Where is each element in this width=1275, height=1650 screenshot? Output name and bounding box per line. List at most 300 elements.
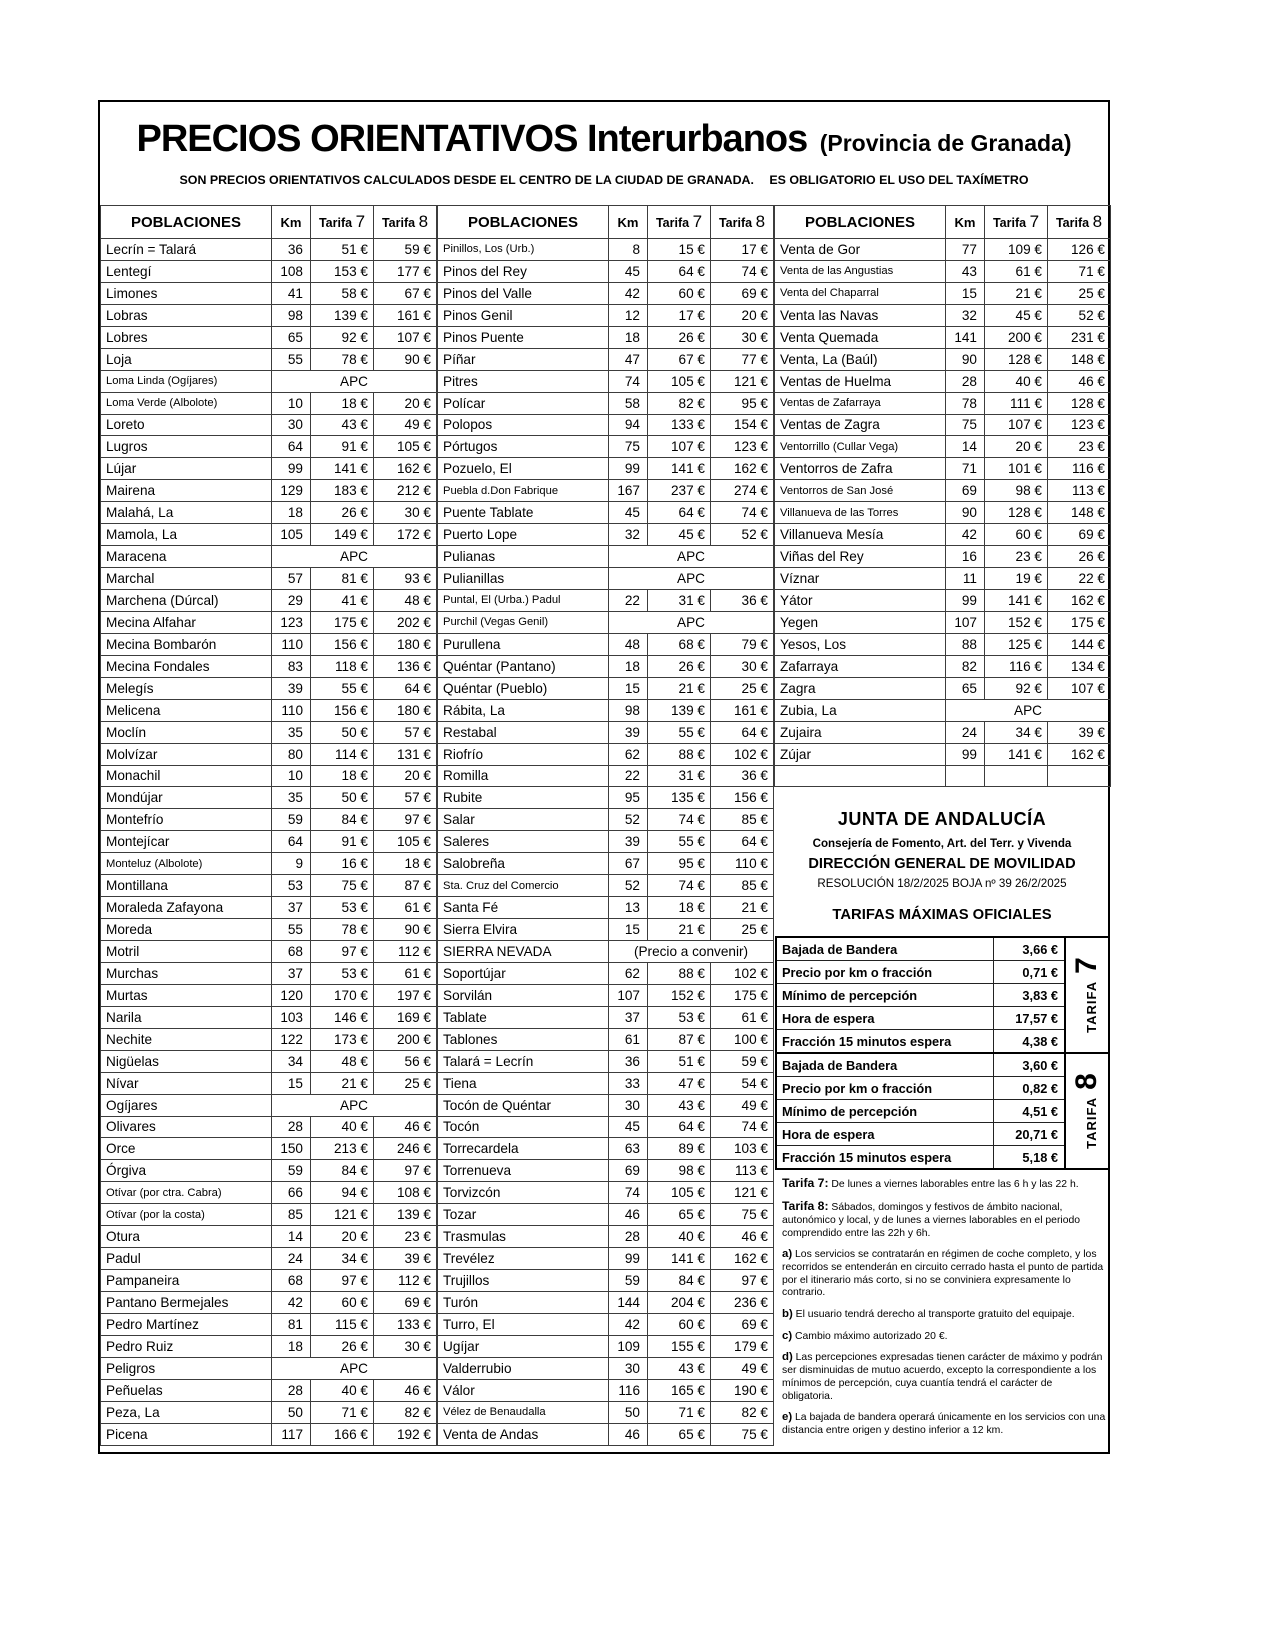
price-table-group-3-wrapper xyxy=(774,205,1110,1452)
tarifa-concept-cell: Mínimo de percepción xyxy=(776,1100,993,1123)
km-cell: 29 xyxy=(272,590,311,612)
tarifa7-cell: 166 € xyxy=(311,1423,374,1445)
tarifa7-cell: 31 € xyxy=(648,590,711,612)
km-cell: 8 xyxy=(609,239,648,261)
tarifa8-cell: 46 € xyxy=(1048,370,1111,392)
km-cell xyxy=(946,765,985,787)
tarifa7-cell: 105 € xyxy=(648,370,711,392)
official-tarifas-heading: TARIFAS MÁXIMAS OFICIALES xyxy=(832,907,1052,924)
table-row xyxy=(101,414,437,436)
page-title: PRECIOS ORIENTATIVOS Interurbanos xyxy=(136,118,808,160)
poblacion-name-cell: Torrecardela xyxy=(438,1138,609,1160)
tarifa8-cell: 52 € xyxy=(1048,304,1111,326)
poblacion-name-cell: Torvizcón xyxy=(438,1182,609,1204)
poblacion-name-cell: Murchas xyxy=(101,962,272,984)
tarifa8-cell: 175 € xyxy=(711,984,774,1006)
tarifa7-cell: 87 € xyxy=(648,1028,711,1050)
poblacion-name-cell: Mecina Fondales xyxy=(101,655,272,677)
table-row xyxy=(438,1401,774,1423)
tarifa-value-cell: 3,83 € xyxy=(993,984,1065,1007)
poblacion-name-cell: Tiena xyxy=(438,1072,609,1094)
table-row xyxy=(101,699,437,721)
poblacion-name-cell: SIERRA NEVADA xyxy=(438,941,609,963)
table-row xyxy=(101,370,437,392)
km-cell: 50 xyxy=(609,1401,648,1423)
poblacion-name-cell: Pantano Bermejales xyxy=(101,1292,272,1314)
poblacion-name-cell: Pinos Puente xyxy=(438,326,609,348)
tarifa8-cell: 85 € xyxy=(711,875,774,897)
tarifa7-cell: 84 € xyxy=(311,1160,374,1182)
table-row xyxy=(438,919,774,941)
tarifa-label-number: 7 xyxy=(1070,957,1103,975)
table-row xyxy=(775,677,1111,699)
col-header-km: Km xyxy=(272,206,311,239)
km-cell: 117 xyxy=(272,1423,311,1445)
poblacion-name-cell: Moraleda Zafayona xyxy=(101,897,272,919)
table-row xyxy=(775,721,1111,743)
tarifa7-cell: 115 € xyxy=(311,1313,374,1335)
tarifa8-cell: 39 € xyxy=(1048,721,1111,743)
table-row xyxy=(101,1292,437,1314)
tarifa-value-cell: 3,60 € xyxy=(993,1053,1065,1077)
table-row xyxy=(438,831,774,853)
table-row xyxy=(101,743,437,765)
tarifa7-number: 7 xyxy=(355,212,366,231)
tarifa8-cell: 69 € xyxy=(1048,524,1111,546)
table-row xyxy=(438,1226,774,1248)
km-cell: 69 xyxy=(609,1160,648,1182)
km-cell: 116 xyxy=(609,1379,648,1401)
tarifa-value-cell: 0,71 € xyxy=(993,961,1065,984)
km-cell: 50 xyxy=(272,1401,311,1423)
km-cell: 48 xyxy=(609,633,648,655)
poblacion-name-cell: Venta de Andas xyxy=(438,1423,609,1445)
km-cell: 103 xyxy=(272,1006,311,1028)
tarifa7-cell: 65 € xyxy=(648,1423,711,1445)
tarifa7-cell: 118 € xyxy=(311,655,374,677)
poblacion-name-cell: Trasmulas xyxy=(438,1226,609,1248)
poblacion-name-cell: Motril xyxy=(101,941,272,963)
poblacion-name-cell: Ventorros de Zafra xyxy=(775,458,946,480)
table-row xyxy=(101,1204,437,1226)
table-row xyxy=(101,611,437,633)
tarifa8-cell: 161 € xyxy=(711,699,774,721)
authority-block xyxy=(775,809,1109,890)
tarifa8-cell: 144 € xyxy=(1048,633,1111,655)
table-row xyxy=(775,546,1111,568)
col-header-tarifa8 xyxy=(374,206,437,239)
tarifa7-cell: 89 € xyxy=(648,1138,711,1160)
tarifa8-cell: 25 € xyxy=(374,1072,437,1094)
poblacion-name-cell: Moreda xyxy=(101,919,272,941)
tarifa7-cell: 92 € xyxy=(985,677,1048,699)
tarifa7-cell: 16 € xyxy=(311,853,374,875)
tarifa8-cell: 30 € xyxy=(374,1335,437,1357)
tarifa8-cell: 102 € xyxy=(711,962,774,984)
table-row xyxy=(438,1270,774,1292)
poblacion-name-cell: Saleres xyxy=(438,831,609,853)
poblacion-name-cell: Olivares xyxy=(101,1116,272,1138)
price-table-group-3 xyxy=(774,205,1111,787)
tarifa7-cell: 95 € xyxy=(648,853,711,875)
header-row xyxy=(101,206,437,239)
km-cell: 45 xyxy=(609,1116,648,1138)
tarifa7-cell: 88 € xyxy=(648,743,711,765)
tarifa7-cell: 165 € xyxy=(648,1379,711,1401)
poblacion-name-cell: Lugros xyxy=(101,436,272,458)
table-row xyxy=(438,1204,774,1226)
poblacion-name-cell: Nigüelas xyxy=(101,1050,272,1072)
poblacion-name-cell: Villanueva Mesía xyxy=(775,524,946,546)
table-row xyxy=(438,1379,774,1401)
km-cell: 98 xyxy=(609,699,648,721)
tarifa8-cell: 197 € xyxy=(374,984,437,1006)
tarifa7-cell: 15 € xyxy=(648,239,711,261)
table-row xyxy=(438,677,774,699)
poblacion-name-cell: Tablate xyxy=(438,1006,609,1028)
table-row xyxy=(101,1248,437,1270)
tarifa8-cell: 82 € xyxy=(711,1401,774,1423)
poblacion-name-cell: Lobras xyxy=(101,304,272,326)
table-row xyxy=(438,436,774,458)
km-cell: 55 xyxy=(272,348,311,370)
km-cell: 30 xyxy=(272,414,311,436)
tarifa-word: Tarifa xyxy=(655,216,690,230)
header-row xyxy=(438,206,774,239)
tarifa8-cell: 26 € xyxy=(1048,546,1111,568)
tarifa7-cell: 18 € xyxy=(311,392,374,414)
km-cell: 52 xyxy=(609,809,648,831)
km-cell: 78 xyxy=(946,392,985,414)
km-cell: 18 xyxy=(272,1335,311,1357)
tarifa8-cell: 180 € xyxy=(374,633,437,655)
km-cell: 83 xyxy=(272,655,311,677)
poblacion-name-cell: Lecrín = Talará xyxy=(101,239,272,261)
poblacion-name-cell: Montejícar xyxy=(101,831,272,853)
km-cell: 18 xyxy=(272,502,311,524)
poblacion-name-cell: Víznar xyxy=(775,568,946,590)
note-label: b) xyxy=(782,1308,793,1321)
poblacion-name-cell: Pedro Ruiz xyxy=(101,1335,272,1357)
note-label: c) xyxy=(782,1329,793,1342)
poblacion-name-cell: Loreto xyxy=(101,414,272,436)
tarifa-row xyxy=(776,961,1109,984)
tarifa8-cell: 148 € xyxy=(1048,348,1111,370)
tarifa7-cell: 71 € xyxy=(311,1401,374,1423)
tarifa7-cell: 139 € xyxy=(311,304,374,326)
table-row xyxy=(101,348,437,370)
tarifa8-cell: 175 € xyxy=(1048,611,1111,633)
km-cell: 55 xyxy=(272,919,311,941)
table-row xyxy=(101,1379,437,1401)
tarifa8-cell: 90 € xyxy=(374,348,437,370)
km-cell: 30 xyxy=(609,1094,648,1116)
poblacion-name-cell: Zubia, La xyxy=(775,699,946,721)
poblacion-name-cell: Ogíjares xyxy=(101,1094,272,1116)
table-row xyxy=(101,919,437,941)
poblacion-name-cell: Yesos, Los xyxy=(775,633,946,655)
tarifa8-cell: 39 € xyxy=(374,1248,437,1270)
tarifa8-cell: 74 € xyxy=(711,1116,774,1138)
poblacion-name-cell xyxy=(775,765,946,787)
tarifa8-cell: 54 € xyxy=(711,1072,774,1094)
km-cell: 37 xyxy=(609,1006,648,1028)
tarifa8-cell: 79 € xyxy=(711,633,774,655)
tarifa7-cell: 40 € xyxy=(985,370,1048,392)
tarifa8-cell: 57 € xyxy=(374,721,437,743)
tarifa-row xyxy=(776,1007,1109,1030)
tarifa7-cell: 23 € xyxy=(985,546,1048,568)
tarifa7-cell: 53 € xyxy=(311,897,374,919)
poblacion-name-cell: Nechite xyxy=(101,1028,272,1050)
tarifa8-cell: 23 € xyxy=(374,1226,437,1248)
table-row xyxy=(775,655,1111,677)
tarifa7-cell: 78 € xyxy=(311,919,374,941)
poblacion-name-cell: Venta, La (Baúl) xyxy=(775,348,946,370)
km-cell: 80 xyxy=(272,743,311,765)
tarifa8-cell: 21 € xyxy=(711,897,774,919)
tarifa8-cell: 49 € xyxy=(711,1357,774,1379)
table-row xyxy=(438,260,774,282)
poblacion-name-cell: Romilla xyxy=(438,765,609,787)
poblacion-name-cell: Mamola, La xyxy=(101,524,272,546)
tarifa-word: Tarifa xyxy=(992,216,1027,230)
km-cell: 15 xyxy=(946,282,985,304)
tarifa8-cell: 57 € xyxy=(374,787,437,809)
poblacion-name-cell: Melicena xyxy=(101,699,272,721)
tarifa8-cell: 36 € xyxy=(711,765,774,787)
table-row xyxy=(775,480,1111,502)
tarifa8-cell: 75 € xyxy=(711,1423,774,1445)
km-cell: 64 xyxy=(272,436,311,458)
table-row xyxy=(775,282,1111,304)
tarifa8-cell: 97 € xyxy=(374,1160,437,1182)
table-row xyxy=(438,699,774,721)
tarifa7-cell: 64 € xyxy=(648,260,711,282)
table-row xyxy=(775,743,1111,765)
tarifa7-cell: 78 € xyxy=(311,348,374,370)
table-row xyxy=(101,677,437,699)
tarifa-concept-cell: Precio por km o fracción xyxy=(776,1077,993,1100)
tarifa-row xyxy=(776,1146,1109,1170)
tarifa8-cell: 69 € xyxy=(374,1292,437,1314)
tarifa7-cell: 200 € xyxy=(985,326,1048,348)
poblacion-name-cell: Órgiva xyxy=(101,1160,272,1182)
poblacion-name-cell: Trevélez xyxy=(438,1248,609,1270)
poblacion-name-cell: Trujillos xyxy=(438,1270,609,1292)
tarifa7-cell: 97 € xyxy=(311,1270,374,1292)
poblacion-name-cell: Venta del Chaparral xyxy=(775,282,946,304)
table-row xyxy=(101,721,437,743)
table-row xyxy=(101,524,437,546)
tarifa8-cell: 90 € xyxy=(374,919,437,941)
table-row xyxy=(438,1094,774,1116)
poblacion-name-cell: Mecina Bombarón xyxy=(101,633,272,655)
tarifa7-cell: 53 € xyxy=(648,1006,711,1028)
tarifa7-cell: 98 € xyxy=(985,480,1048,502)
tarifa8-cell: 67 € xyxy=(374,282,437,304)
table-row xyxy=(101,1335,437,1357)
table-row xyxy=(101,984,437,1006)
tarifa8-cell: 69 € xyxy=(711,1313,774,1335)
tarifa8-cell: 190 € xyxy=(711,1379,774,1401)
km-cell: 36 xyxy=(609,1050,648,1072)
table-row xyxy=(101,282,437,304)
km-cell: 59 xyxy=(272,1160,311,1182)
tarifa-concept-cell: Bajada de Bandera xyxy=(776,937,993,961)
poblacion-name-cell: Picena xyxy=(101,1423,272,1445)
price-table xyxy=(100,205,1108,1452)
table-row xyxy=(438,721,774,743)
tarifa8-cell: 64 € xyxy=(374,677,437,699)
tarifa7-cell: 40 € xyxy=(311,1116,374,1138)
tarifa8-cell: 61 € xyxy=(374,897,437,919)
tarifa7-cell: 141 € xyxy=(985,590,1048,612)
tarifa8-cell: 48 € xyxy=(374,590,437,612)
apc-cell: APC xyxy=(609,611,774,633)
tarifa-vertical-label-text xyxy=(1070,1074,1104,1150)
table-row xyxy=(775,590,1111,612)
note-item: c) Cambio máximo autorizado 20 €. xyxy=(782,1329,948,1342)
poblacion-name-cell: Loja xyxy=(101,348,272,370)
table-row xyxy=(101,1182,437,1204)
km-cell: 39 xyxy=(272,677,311,699)
tarifa8-cell: 169 € xyxy=(374,1006,437,1028)
table-row xyxy=(101,1357,437,1379)
poblacion-name-cell: Puebla d.Don Fabrique xyxy=(438,480,609,502)
tarifa7-cell: 92 € xyxy=(311,326,374,348)
tarifa7-cell: 82 € xyxy=(648,392,711,414)
tarifa7-cell: 170 € xyxy=(311,984,374,1006)
table-row xyxy=(101,1050,437,1072)
table-row xyxy=(438,502,774,524)
km-cell: 122 xyxy=(272,1028,311,1050)
km-cell: 15 xyxy=(609,919,648,941)
tarifa8-cell: 103 € xyxy=(711,1138,774,1160)
tarifa7-cell: 109 € xyxy=(985,239,1048,261)
km-cell: 46 xyxy=(609,1423,648,1445)
poblacion-name-cell: Purchil (Vegas Genil) xyxy=(438,611,609,633)
table-row xyxy=(438,611,774,633)
tarifa7-cell: 114 € xyxy=(311,743,374,765)
tarifa7-cell: 149 € xyxy=(311,524,374,546)
tarifa8-cell: 20 € xyxy=(374,392,437,414)
tarifa-value-cell: 17,57 € xyxy=(993,1007,1065,1030)
km-cell: 98 xyxy=(272,304,311,326)
tarifa8-cell: 46 € xyxy=(374,1116,437,1138)
tarifa7-cell: 94 € xyxy=(311,1182,374,1204)
km-cell: 10 xyxy=(272,392,311,414)
poblacion-name-cell: Lentegí xyxy=(101,260,272,282)
poblacion-name-cell: Lobres xyxy=(101,326,272,348)
table-row xyxy=(101,1028,437,1050)
tarifa-concept-cell: Hora de espera xyxy=(776,1123,993,1146)
table-row xyxy=(775,611,1111,633)
poblacion-name-cell: Pulianas xyxy=(438,546,609,568)
tarifa-row xyxy=(776,1123,1109,1146)
poblacion-name-cell: Moclín xyxy=(101,721,272,743)
tarifa7-cell: 40 € xyxy=(311,1379,374,1401)
tarifa8-cell: 20 € xyxy=(374,765,437,787)
tarifa7-cell: 21 € xyxy=(648,919,711,941)
poblacion-name-cell: Ventas de Zagra xyxy=(775,414,946,436)
table-row xyxy=(438,590,774,612)
tarifa7-cell: 135 € xyxy=(648,787,711,809)
km-cell: 59 xyxy=(609,1270,648,1292)
tarifa8-cell: 110 € xyxy=(711,853,774,875)
tarifa-word: Tarifa xyxy=(381,216,416,230)
tarifa7-cell: 107 € xyxy=(648,436,711,458)
tarifa7-cell: 43 € xyxy=(648,1094,711,1116)
poblacion-name-cell: Zagra xyxy=(775,677,946,699)
km-cell: 94 xyxy=(609,414,648,436)
tarifa7-cell: 81 € xyxy=(311,568,374,590)
km-cell: 37 xyxy=(272,897,311,919)
tarifa7-cell: 60 € xyxy=(648,282,711,304)
tarifa8-cell: 49 € xyxy=(711,1094,774,1116)
tarifa7-cell: 141 € xyxy=(648,1248,711,1270)
km-cell: 18 xyxy=(609,655,648,677)
km-cell: 81 xyxy=(272,1313,311,1335)
table-row xyxy=(438,524,774,546)
tarifa8-cell: 180 € xyxy=(374,699,437,721)
km-cell: 42 xyxy=(272,1292,311,1314)
tarifa8-cell: 17 € xyxy=(711,239,774,261)
tarifa8-cell: 77 € xyxy=(711,348,774,370)
tarifa8-cell: 75 € xyxy=(711,1204,774,1226)
table-row xyxy=(101,502,437,524)
table-row xyxy=(438,1313,774,1335)
price-table-group-2 xyxy=(437,205,774,1446)
note-item: e) La bajada de bandera operará únicamente en los servicios con una distancia entre origen y destino inferior a 12 km. xyxy=(782,1411,1106,1436)
tarifa7-cell: 155 € xyxy=(648,1335,711,1357)
tarifa8-cell: 162 € xyxy=(1048,743,1111,765)
poblacion-name-cell: Pozuelo, El xyxy=(438,458,609,480)
km-cell: 144 xyxy=(609,1292,648,1314)
table-row xyxy=(101,1270,437,1292)
table-row xyxy=(438,1335,774,1357)
tarifa-word: Tarifa xyxy=(318,216,353,230)
tarifa8-cell: 49 € xyxy=(374,414,437,436)
km-cell: 99 xyxy=(946,743,985,765)
tarifa8-cell: 134 € xyxy=(1048,655,1111,677)
tarifa7-cell: 53 € xyxy=(311,962,374,984)
km-cell: 141 xyxy=(946,326,985,348)
tarifa8-cell: 93 € xyxy=(374,568,437,590)
tarifa7-cell: 60 € xyxy=(985,524,1048,546)
tarifa7-cell: 91 € xyxy=(311,831,374,853)
table-row xyxy=(775,568,1111,590)
tarifa-label-word: TARIFA xyxy=(1084,981,1099,1034)
km-cell: 71 xyxy=(946,458,985,480)
table-row xyxy=(101,1138,437,1160)
poblacion-name-cell: Mecina Alfahar xyxy=(101,611,272,633)
km-cell: 42 xyxy=(946,524,985,546)
apc-cell: (Precio a convenir) xyxy=(609,941,774,963)
tarifa8-cell: 172 € xyxy=(374,524,437,546)
tarifa7-cell: 50 € xyxy=(311,721,374,743)
tarifa-value-cell: 0,82 € xyxy=(993,1077,1065,1100)
tarifa8-cell: 82 € xyxy=(374,1401,437,1423)
km-cell: 42 xyxy=(609,1313,648,1335)
km-cell: 12 xyxy=(609,304,648,326)
tarifa7-cell: 68 € xyxy=(648,633,711,655)
tarifa8-cell: 102 € xyxy=(711,743,774,765)
tarifa7-cell xyxy=(985,765,1048,787)
tarifa8-cell: 105 € xyxy=(374,436,437,458)
table-row xyxy=(101,1006,437,1028)
km-cell: 64 xyxy=(272,831,311,853)
